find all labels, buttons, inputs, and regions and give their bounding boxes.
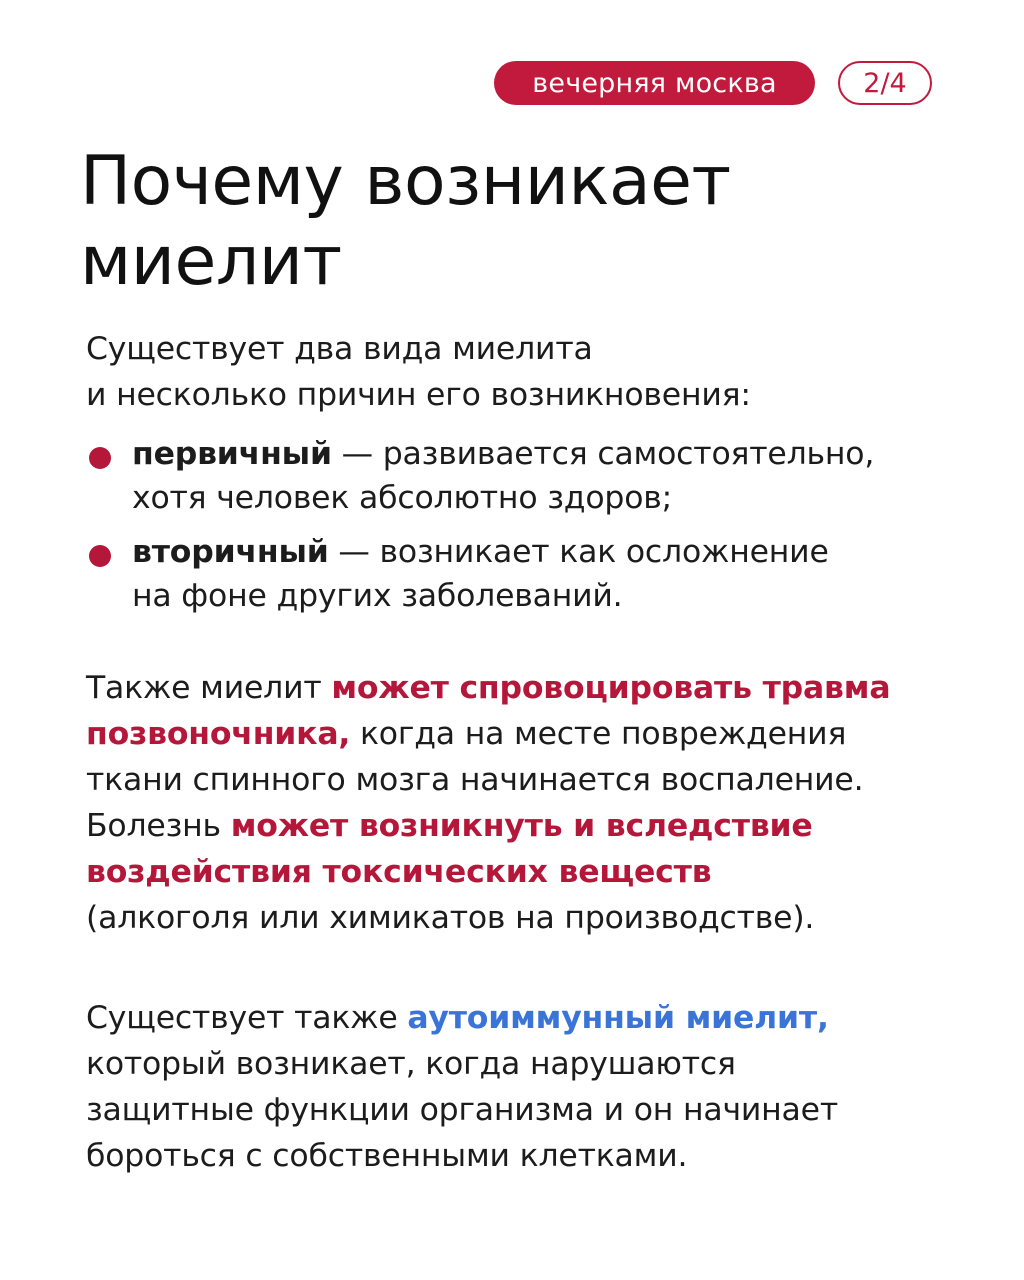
definition-primary-cont: хотя человек абсолютно здоров; [132,480,673,516]
p2-l2-text: когда на месте повреждения [350,716,847,752]
title-line-1: Почему возникает [80,142,731,221]
p2-l4-text: Болезнь [86,808,231,844]
intro-line-2: и несколько причин его возникновения: [86,377,751,413]
title-line-2: миелит [80,222,342,301]
definition-secondary-cont: на фоне других заболеваний. [132,578,623,614]
bullet-dot-icon [89,447,111,469]
p2-highlight-toxic: может возникнуть и вследствие [230,808,813,844]
p3-l2-text: который возникает, когда нарушаются [86,1046,736,1082]
p3-l1-text: Существует также [86,1000,408,1036]
list-item-text [132,530,992,618]
p3-l4-text: бороться с собственными клетками. [86,1138,688,1174]
causes-paragraph [86,665,986,941]
p2-l1-text: Также миелит [86,670,332,706]
intro-paragraph [86,326,986,418]
definition-secondary: — возникает как осложнение [328,534,829,570]
p2-highlight-spine: позвоночника, [86,716,351,752]
page-title [80,142,980,302]
p3-l3-text: защитные функции организма и он начинает [86,1092,838,1128]
term-secondary: вторичный [132,534,329,570]
term-primary: первичный [132,436,332,472]
page-counter-badge [838,61,932,105]
p2-l3-text: ткани спинного мозга начинается воспаление. [86,762,864,798]
p2-highlight-trauma: может спровоцировать травма [331,670,891,706]
p2-highlight-toxic-cont: воздействия токсических веществ [86,854,712,890]
bullet-dot-icon [89,545,111,567]
autoimmune-paragraph [86,995,986,1179]
brand-label: вечерняя москва [532,67,777,99]
list-item-text [132,432,992,520]
p2-l6-text: (алкоголя или химикатов на производстве). [86,900,815,936]
definition-primary: — развивается самостоятельно, [331,436,875,472]
p3-highlight-autoimmune: аутоиммунный миелит, [407,1000,829,1036]
intro-line-1: Существует два вида миелита [86,331,593,367]
brand-badge [494,61,815,105]
page-counter-label: 2/4 [863,67,907,99]
